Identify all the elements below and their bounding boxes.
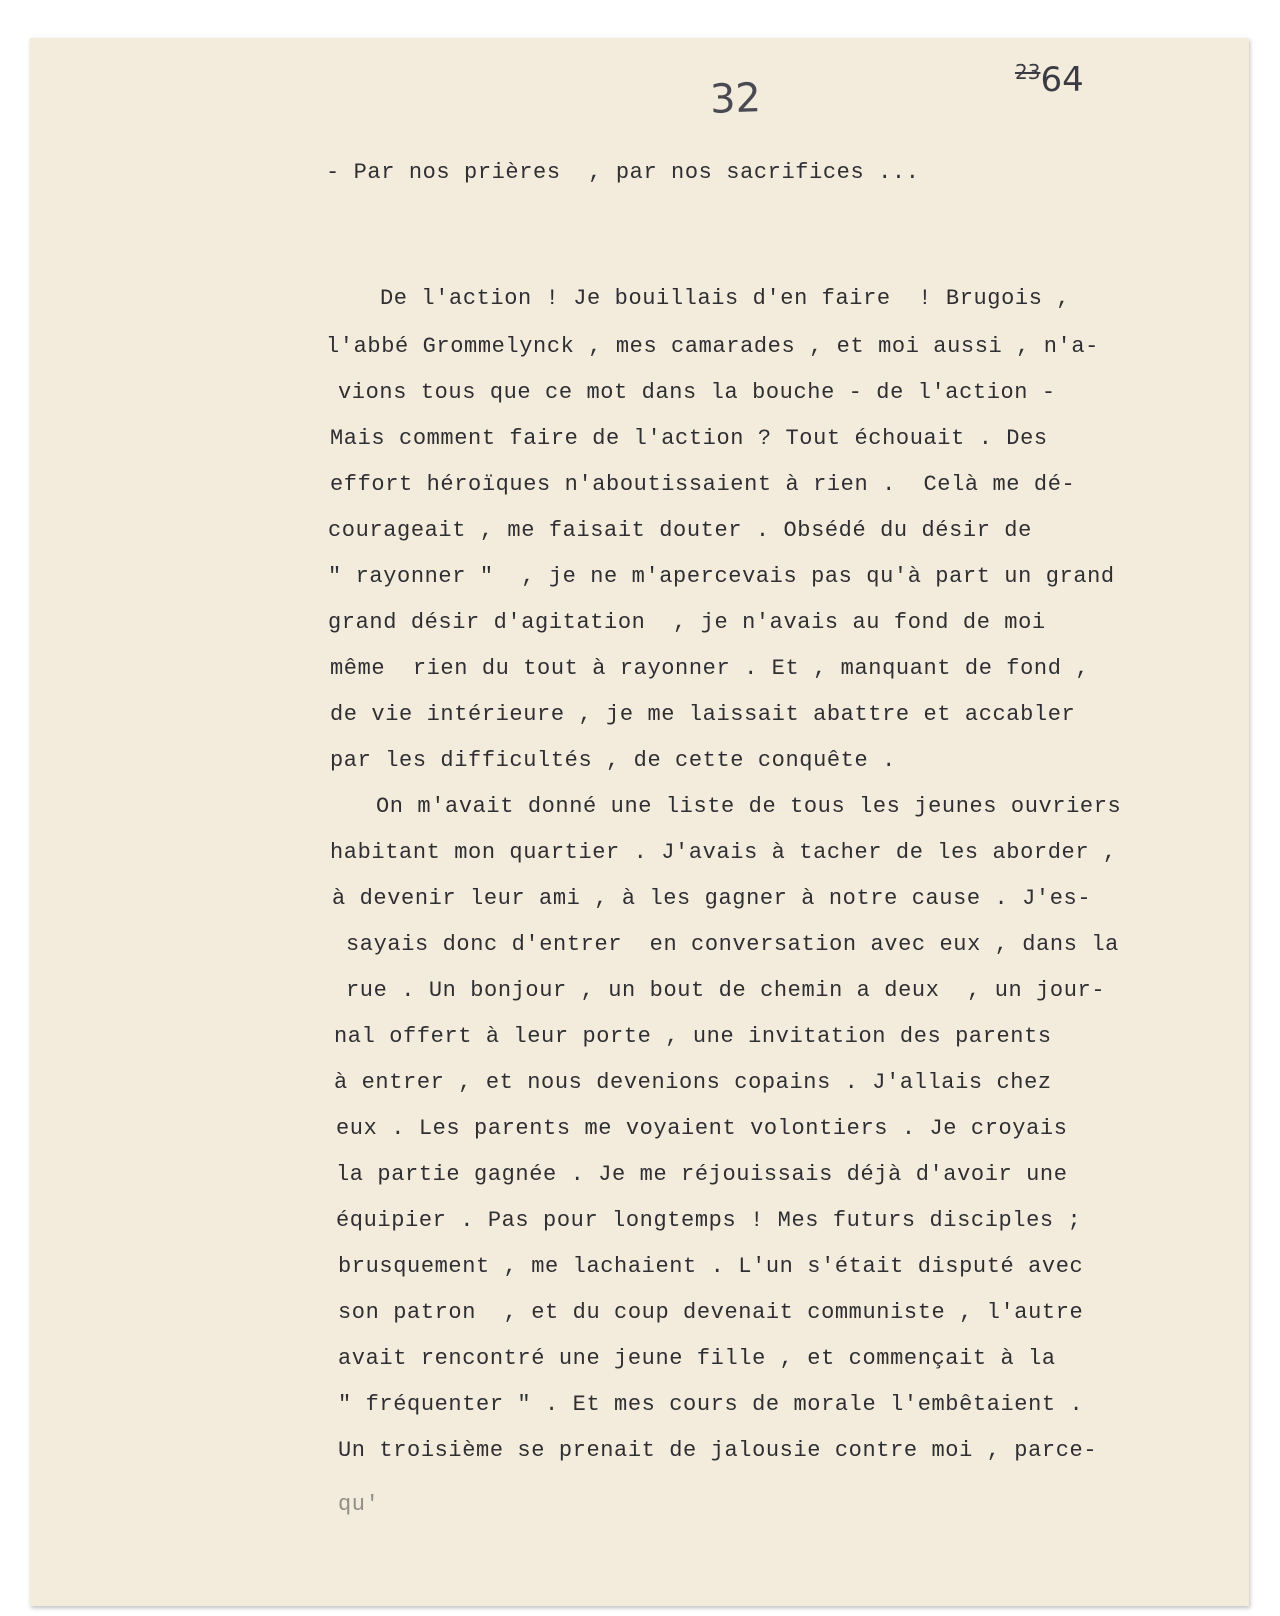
text-line: effort héroïques n'aboutissaient à rien . Celà me dé- xyxy=(330,472,1076,497)
text-line: à devenir leur ami , à les gagner à notre cause . J'es- xyxy=(332,886,1092,911)
text-line: brusquement , me lachaient . L'un s'était disputé avec xyxy=(338,1254,1084,1279)
text-line: la partie gagnée . Je me réjouissais déjà d'avoir une xyxy=(336,1162,1068,1187)
text-line: eux . Les parents me voyaient volontiers . Je croyais xyxy=(336,1116,1068,1141)
text-line: courageait , me faisait douter . Obsédé du désir de xyxy=(328,518,1032,543)
text-line: avait rencontré une jeune fille , et commençait à la xyxy=(338,1346,1056,1371)
text-line: qu' xyxy=(338,1492,380,1517)
text-line: " rayonner " , je ne m'apercevais pas qu'à part un grand xyxy=(328,564,1115,589)
text-line: son patron , et du coup devenait communiste , l'autre xyxy=(338,1300,1084,1325)
folio-current: 64 xyxy=(1040,60,1084,100)
typed-page xyxy=(30,38,1249,1606)
text-line: Mais comment faire de l'action ? Tout échouait . Des xyxy=(330,426,1048,451)
text-line: rue . Un bonjour , un bout de chemin a deux , un jour- xyxy=(346,978,1106,1003)
text-line: " fréquenter " . Et mes cours de morale l'embêtaient . xyxy=(338,1392,1084,1417)
text-line: On m'avait donné une liste de tous les jeunes ouvriers xyxy=(376,794,1122,819)
text-line: équipier . Pas pour longtemps ! Mes futurs disciples ; xyxy=(336,1208,1082,1233)
text-line: nal offert à leur porte , une invitation des parents xyxy=(334,1024,1052,1049)
text-line: de vie intérieure , je me laissait abattre et accabler xyxy=(330,702,1076,727)
text-line: Un troisième se prenait de jalousie contre moi , parce- xyxy=(338,1438,1098,1463)
folio-struck: 23 xyxy=(1015,60,1041,84)
text-line: - Par nos prières , par nos sacrifices ... xyxy=(326,160,920,185)
text-line: sayais donc d'entrer en conversation avec eux , dans la xyxy=(346,932,1119,957)
text-line: grand désir d'agitation , je n'avais au fond de moi xyxy=(328,610,1046,635)
text-line: vions tous que ce mot dans la bouche - de l'action - xyxy=(338,380,1056,405)
folio-number xyxy=(1015,60,1084,100)
text-line: par les difficultés , de cette conquête . xyxy=(330,748,896,773)
text-line: même rien du tout à rayonner . Et , manquant de fond , xyxy=(330,656,1090,681)
text-line: à entrer , et nous devenions copains . J'allais chez xyxy=(334,1070,1052,1095)
page-number: 32 xyxy=(709,75,762,123)
text-line: habitant mon quartier . J'avais à tacher de les aborder , xyxy=(330,840,1117,865)
text-line: De l'action ! Je bouillais d'en faire ! Brugois , xyxy=(380,286,1071,311)
text-line: l'abbé Grommelynck , mes camarades , et moi aussi , n'a- xyxy=(326,334,1099,359)
